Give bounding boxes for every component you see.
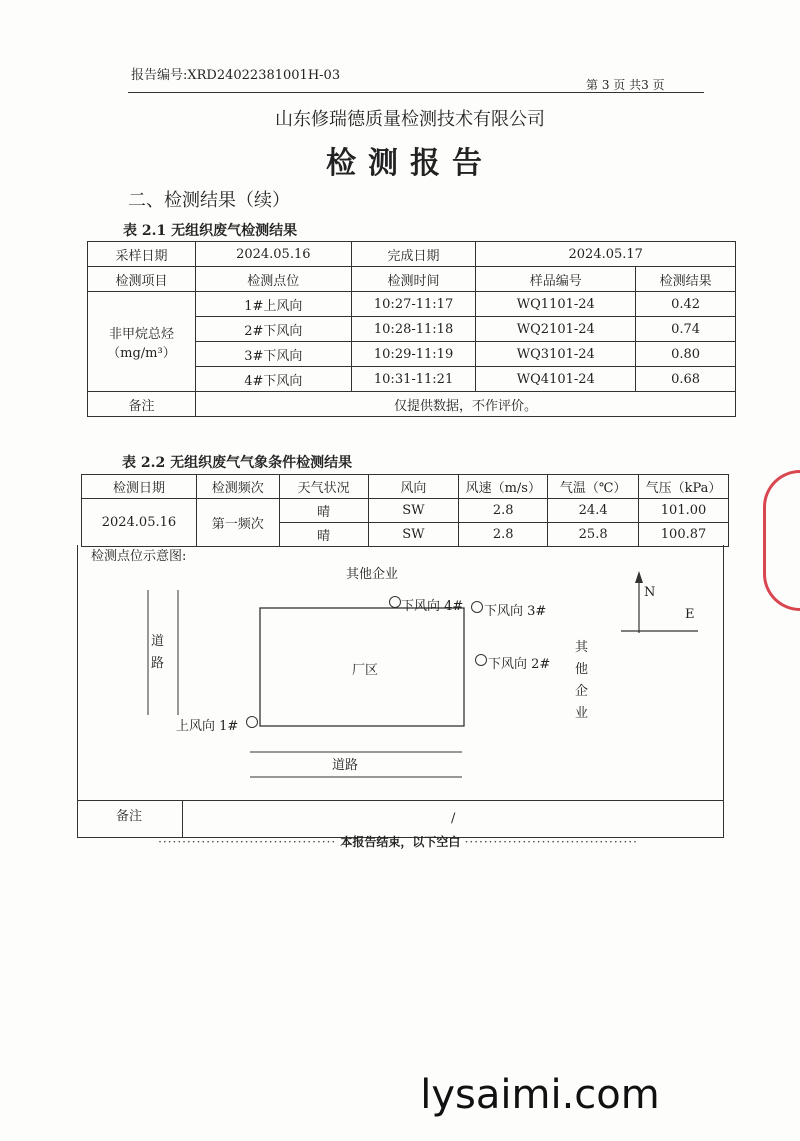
test-item-name: 非甲烷总烃 [108, 326, 174, 342]
column-header: 气温（℃） [548, 475, 639, 499]
header-divider [128, 92, 704, 93]
emission-results-table [87, 241, 736, 417]
end-of-report: ····································· 本报告结束，以下空白 ···································· [158, 835, 638, 849]
label-point-1: 上风向 1# [176, 719, 239, 734]
section-heading: 二、检测结果（续） [128, 190, 290, 211]
sample-date: 2024.05.16 [195, 242, 351, 267]
sample-cell: WQ3101-24 [476, 342, 636, 367]
column-header: 检测时间 [351, 267, 476, 292]
label-other-enterprise-top: 其他企业 [346, 567, 399, 582]
point-cell: 2#下风向 [195, 317, 351, 342]
wind-dir-cell: SW [368, 499, 459, 523]
point-4-marker [390, 597, 401, 608]
table-row [88, 292, 736, 317]
point-cell: 4#下风向 [195, 367, 351, 392]
label-factory: 厂区 [352, 663, 379, 678]
diagram-title: 检测点位示意图: [91, 549, 187, 564]
end-of-report-text: 本报告结束，以下空白 [340, 835, 461, 849]
other-right-char: 业 [575, 706, 589, 721]
result-cell: 0.80 [636, 342, 736, 367]
point-3-marker [472, 602, 483, 613]
sample-date-label: 采样日期 [88, 242, 196, 267]
diagram-drawing [78, 545, 723, 800]
column-header: 风速（m/s） [459, 475, 548, 499]
label-point-3: 下风向 3# [484, 604, 547, 619]
time-cell: 10:28-11:18 [351, 317, 476, 342]
finish-date: 2024.05.17 [476, 242, 736, 267]
time-cell: 10:31-11:21 [351, 367, 476, 392]
weather-conditions-table [81, 474, 729, 547]
table-row [88, 392, 736, 417]
frequency-cell: 第一频次 [196, 499, 279, 547]
table-header-row [88, 267, 736, 292]
weather-cell: 晴 [279, 523, 368, 547]
sample-cell: WQ4101-24 [476, 367, 636, 392]
sampling-point-diagram [77, 545, 724, 801]
company-seal-fragment [763, 470, 800, 611]
date-cell: 2024.05.16 [82, 499, 197, 547]
test-item-unit: （mg/m³） [107, 345, 176, 361]
point-cell: 3#下风向 [195, 342, 351, 367]
point-1-marker [247, 717, 258, 728]
test-item [88, 292, 196, 392]
other-right-char: 他 [575, 662, 589, 677]
column-header: 天气状况 [279, 475, 368, 499]
report-number: 报告编号:XRD24022381001H-03 [131, 68, 341, 83]
result-cell: 0.68 [636, 367, 736, 392]
other-right-char: 企 [575, 684, 589, 699]
weather-cell: 晴 [279, 499, 368, 523]
remark-label: 备注 [88, 392, 196, 417]
label-east: E [685, 607, 695, 622]
page-number: 第 3 页 共3 页 [586, 78, 665, 92]
result-cell: 0.42 [636, 292, 736, 317]
other-right-char: 其 [575, 640, 589, 655]
label-point-2: 下风向 2# [488, 657, 551, 672]
watermark-text: lysaimi.com [420, 1072, 660, 1118]
label-point-4: 下风向 4# [401, 599, 464, 614]
label-road-bottom: 道路 [332, 758, 359, 773]
sample-cell: WQ1101-24 [476, 292, 636, 317]
label-road-left [151, 631, 164, 675]
table-header-row [82, 475, 729, 499]
company-name: 山东修瑞德质量检测技术有限公司 [275, 109, 545, 130]
time-cell: 10:29-11:19 [351, 342, 476, 367]
column-header: 检测结果 [636, 267, 736, 292]
table-row [82, 499, 729, 523]
time-cell: 10:27-11:17 [351, 292, 476, 317]
table-row [88, 242, 736, 267]
label-north: N [644, 585, 656, 600]
column-header: 检测日期 [82, 475, 197, 499]
column-header: 检测项目 [88, 267, 196, 292]
table2-caption: 表 2.2 无组织废气气象条件检测结果 [122, 455, 353, 471]
finish-date-label: 完成日期 [351, 242, 476, 267]
sample-cell: WQ2101-24 [476, 317, 636, 342]
road-left-char: 道 [151, 634, 165, 649]
wind-speed-cell: 2.8 [459, 523, 548, 547]
label-other-enterprise-right [575, 637, 588, 725]
diagram-remark-text: / [451, 811, 456, 826]
column-header: 检测点位 [195, 267, 351, 292]
pressure-cell: 101.00 [639, 499, 729, 523]
temp-cell: 25.8 [548, 523, 639, 547]
report-title: 检测报告 [326, 146, 494, 181]
table1-caption: 表 2.1 无组织废气检测结果 [123, 223, 298, 239]
point-cell: 1#上风向 [195, 292, 351, 317]
point-2-marker [476, 655, 487, 666]
pressure-cell: 100.87 [639, 523, 729, 547]
road-left-char: 路 [151, 656, 165, 671]
north-arrow-head [635, 571, 643, 583]
wind-dir-cell: SW [368, 523, 459, 547]
column-header: 检测频次 [196, 475, 279, 499]
result-cell: 0.74 [636, 317, 736, 342]
diagram-remark-label: 备注 [116, 809, 143, 824]
column-header: 样品编号 [476, 267, 636, 292]
column-header: 气压（kPa） [639, 475, 729, 499]
wind-speed-cell: 2.8 [459, 499, 548, 523]
remark-text: 仅提供数据，不作评价。 [195, 392, 735, 417]
temp-cell: 24.4 [548, 499, 639, 523]
column-header: 风向 [368, 475, 459, 499]
